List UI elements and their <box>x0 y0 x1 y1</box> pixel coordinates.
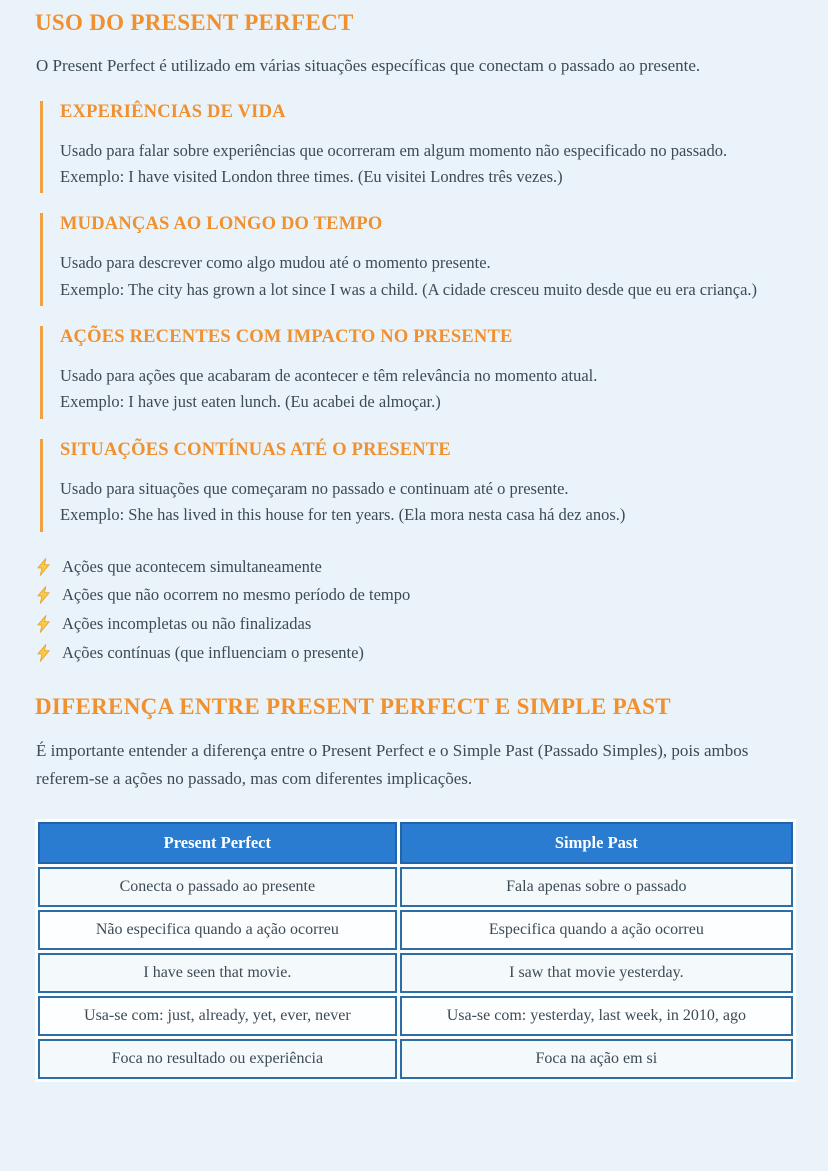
usage-section-title: AÇÕES RECENTES COM IMPACTO NO PRESENTE <box>60 327 513 348</box>
notes-list <box>36 557 795 664</box>
comparison-title: DIFERENÇA ENTRE PRESENT PERFECT E SIMPLE PAST <box>35 694 671 720</box>
list-item <box>36 557 795 578</box>
table-cell: I saw that movie yesterday. <box>400 953 793 993</box>
list-item <box>36 614 795 635</box>
usage-section-changes-over-time <box>40 213 795 306</box>
usage-section-title: SITUAÇÕES CONTÍNUAS ATÉ O PRESENTE <box>60 439 451 460</box>
usage-section-recent-actions <box>40 326 795 419</box>
list-item <box>36 643 795 664</box>
table-cell: I have seen that movie. <box>38 953 397 993</box>
list-item-text: Ações incompletas ou não finalizadas <box>62 613 312 633</box>
list-item-text: Ações contínuas (que influenciam o presente) <box>62 642 364 662</box>
table-row <box>38 996 793 1036</box>
table-cell: Foca no resultado ou experiência <box>38 1039 397 1079</box>
table-header-row <box>38 822 793 864</box>
usage-section-example: Exemplo: I have just eaten lunch. (Eu acabei de almoçar.) <box>60 392 441 412</box>
page-title: USO DO PRESENT PERFECT <box>35 10 354 35</box>
comparison-intro: É importante entender a diferença entre o Present Perfect e o Simple Past (Passado Simples), pois ambos referem-se a ações no passado, mas com diferentes implicações. <box>36 741 749 788</box>
table-cell: Usa-se com: yesterday, last week, in 2010, ago <box>400 996 793 1036</box>
table-header-simple-past: Simple Past <box>400 822 793 864</box>
table-header-present-perfect: Present Perfect <box>38 822 397 864</box>
usage-section-description: Usado para descrever como algo mudou até o momento presente. <box>60 253 491 273</box>
lightning-icon <box>36 615 51 633</box>
table-cell: Conecta o passado ao presente <box>38 867 397 907</box>
usage-section-continuous-situations <box>40 439 795 532</box>
table-row <box>38 910 793 950</box>
lightning-icon <box>36 586 51 604</box>
list-item <box>36 585 795 606</box>
usage-section-description: Usado para falar sobre experiências que ocorreram em algum momento não especificado no passado. <box>60 140 728 160</box>
table-row <box>38 953 793 993</box>
table-row <box>38 867 793 907</box>
usage-section-description: Usado para ações que acabaram de acontecer e têm relevância no momento atual. <box>60 366 598 386</box>
usage-section-life-experiences <box>40 101 795 194</box>
table-cell: Não especifica quando a ação ocorreu <box>38 910 397 950</box>
lightning-icon <box>36 644 51 662</box>
table-cell: Fala apenas sobre o passado <box>400 867 793 907</box>
table-cell: Usa-se com: just, already, yet, ever, never <box>38 996 397 1036</box>
usage-section-title: EXPERIÊNCIAS DE VIDA <box>60 101 286 122</box>
usage-section-example: Exemplo: The city has grown a lot since I was a child. (A cidade cresceu muito desde que eu era criança.) <box>60 279 758 299</box>
table-row <box>38 1039 793 1079</box>
usage-section-example: Exemplo: I have visited London three times. (Eu visitei Londres três vezes.) <box>60 166 563 186</box>
table-cell: Especifica quando a ação ocorreu <box>400 910 793 950</box>
usage-section-example: Exemplo: She has lived in this house for ten years. (Ela mora nesta casa há dez anos.) <box>60 505 626 525</box>
lightning-icon <box>36 558 51 576</box>
list-item-text: Ações que não ocorrem no mesmo período de tempo <box>62 585 411 605</box>
usage-section-description: Usado para situações que começaram no passado e continuam até o presente. <box>60 478 569 498</box>
intro-paragraph: O Present Perfect é utilizado em várias situações específicas que conectam o passado ao presente. <box>36 56 701 75</box>
comparison-table <box>35 819 796 1082</box>
table-cell: Foca na ação em si <box>400 1039 793 1079</box>
list-item-text: Ações que acontecem simultaneamente <box>62 556 322 576</box>
usage-section-title: MUDANÇAS AO LONGO DO TEMPO <box>60 214 383 235</box>
